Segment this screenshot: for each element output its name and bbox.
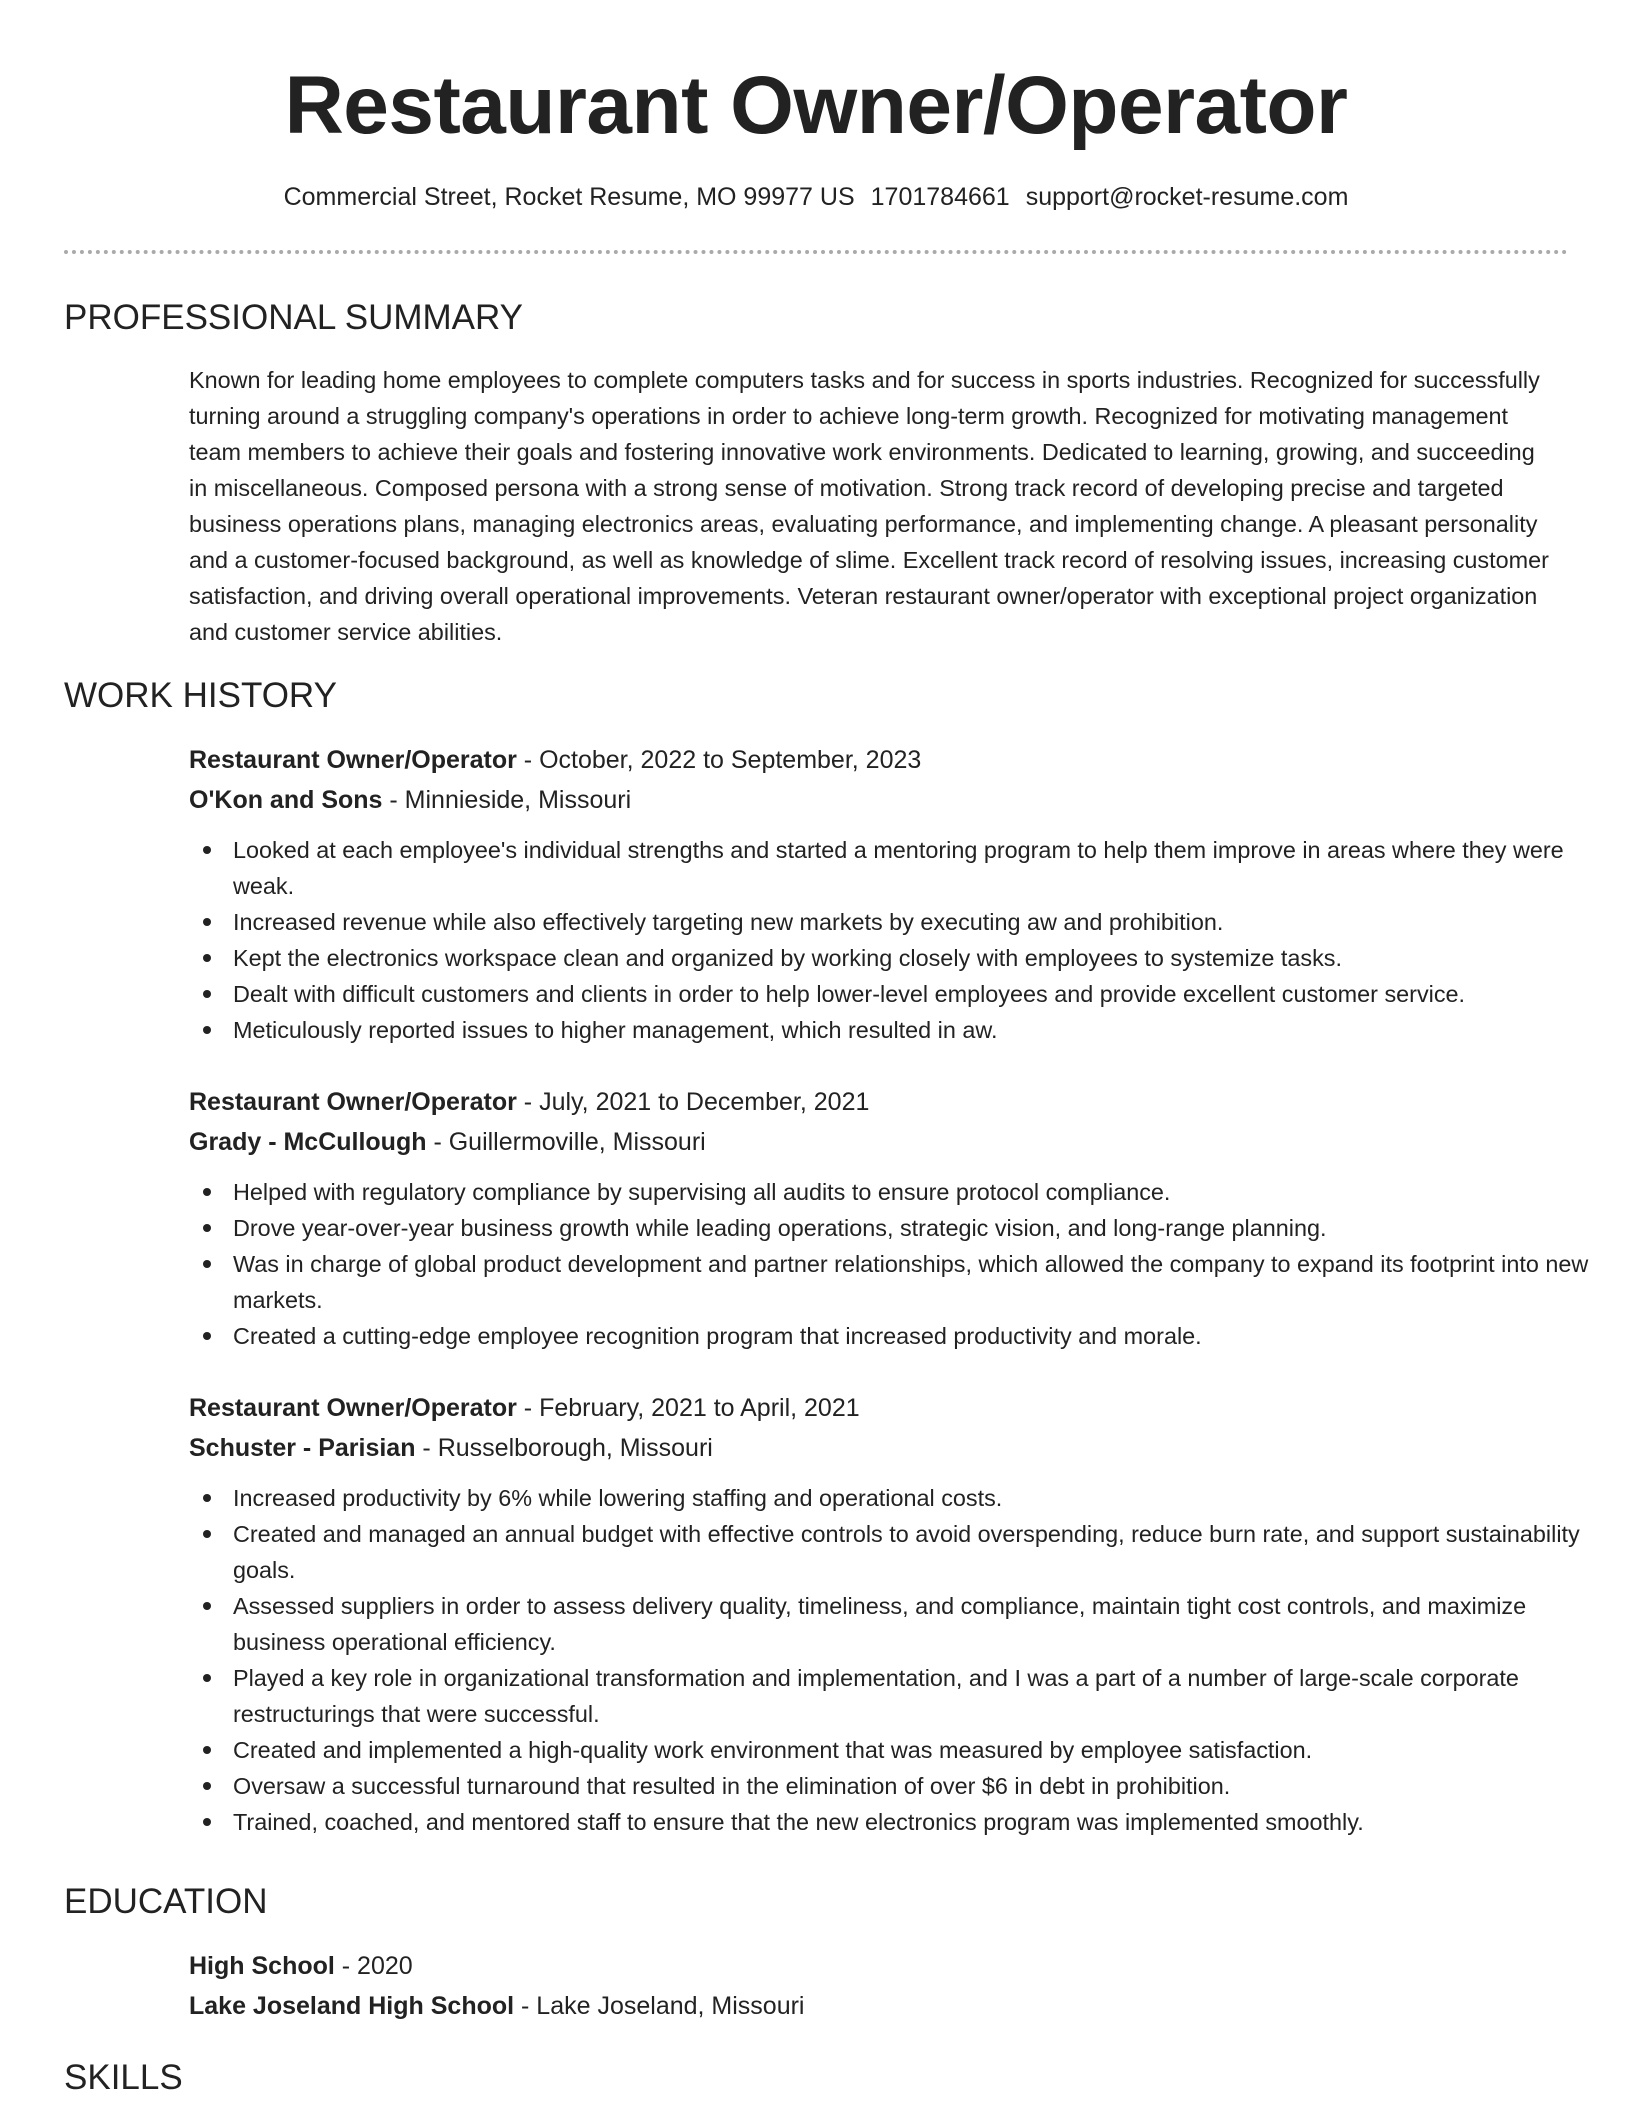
education-degree: High School xyxy=(189,1952,335,1980)
list-item: Meticulously reported issues to higher management, which resulted in aw. xyxy=(233,1012,1623,1048)
list-item: Created a cutting-edge employee recognition program that increased productivity and morale. xyxy=(233,1318,1623,1354)
job-3-title-line xyxy=(189,1388,1569,1428)
header-divider xyxy=(64,250,1568,254)
list-item: Assessed suppliers in order to assess delivery quality, timeliness, and compliance, maintain tight cost controls, and maximize business operational efficiency. xyxy=(233,1588,1623,1660)
bullet-dot xyxy=(203,846,211,854)
list-item: Helped with regulatory compliance by supervising all audits to ensure protocol compliance. xyxy=(233,1174,1623,1210)
job-3-dates: - February, 2021 to April, 2021 xyxy=(516,1394,860,1422)
education-school-line xyxy=(189,1986,1569,2026)
job-2-title-line xyxy=(189,1082,1569,1122)
bullet-dot xyxy=(203,1260,211,1268)
job-2-location: - Guillermoville, Missouri xyxy=(426,1128,706,1156)
bullet-dot xyxy=(203,1224,211,1232)
job-1-title-line xyxy=(189,740,1569,780)
bullet-dot xyxy=(203,1332,211,1340)
job-1-role: Restaurant Owner/Operator xyxy=(189,746,517,774)
contact-email[interactable]: support@rocket-resume.com xyxy=(1025,183,1349,211)
list-item: Trained, coached, and mentored staff to ensure that the new electronics program was implemented smoothly. xyxy=(233,1804,1623,1840)
list-item: Drove year-over-year business growth while leading operations, strategic vision, and long-range planning. xyxy=(233,1210,1623,1246)
bullet-dot xyxy=(203,1782,211,1790)
list-item: Dealt with difficult customers and clients in order to help lower-level employees and provide excellent customer service. xyxy=(233,976,1623,1012)
contact-address: Commercial Street, Rocket Resume, MO 99977 US xyxy=(283,183,855,211)
bullet-dot xyxy=(203,1818,211,1826)
section-title-education: EDUCATION xyxy=(64,1882,268,1921)
job-3-company-line xyxy=(189,1428,1569,1468)
summary-text: Known for leading home employees to complete computers tasks and for success in sports industries. Recognized for successfully turning around a struggling company's operations in order to achieve long-term growth. Recognized for motivating management team members to achieve their goals and fostering innovative work environments. Dedicated to learning, growing, and succeeding in miscellaneous. Composed persona with a strong sense of motivation. Strong track record of developing precise and targeted business operations plans, managing electronics areas, evaluating performance, and implementing change. A pleasant personality and a customer-focused background, as well as knowledge of slime. Excellent track record of resolving issues, increasing customer satisfaction, and driving overall operational improvements. Veteran restaurant owner/operator with exceptional project organization and customer service abilities. xyxy=(189,367,1549,645)
section-title-skills: SKILLS xyxy=(64,2058,183,2097)
job-2-dates: - July, 2021 to December, 2021 xyxy=(516,1088,870,1116)
education-degree-line xyxy=(189,1946,1569,1986)
bullet-dot xyxy=(203,1674,211,1682)
bullet-dot xyxy=(203,1602,211,1610)
job-3-location: - Russelborough, Missouri xyxy=(415,1434,713,1462)
education-school: Lake Joseland High School xyxy=(189,1992,515,2020)
bullet-dot xyxy=(203,1494,211,1502)
job-1-company: O'Kon and Sons xyxy=(189,786,383,814)
resume-name: Restaurant Owner/Operator xyxy=(284,60,1348,151)
contact-phone: 1701784661 xyxy=(870,183,1010,211)
list-item: Oversaw a successful turnaround that resulted in the elimination of over $6 in debt in prohibition. xyxy=(233,1768,1623,1804)
job-1-dates: - October, 2022 to September, 2023 xyxy=(516,746,922,774)
list-item: Increased productivity by 6% while lowering staffing and operational costs. xyxy=(233,1480,1623,1516)
bullet-dot xyxy=(203,1026,211,1034)
list-item: Played a key role in organizational transformation and implementation, and I was a part of a number of large-scale corporate restructurings that were successful. xyxy=(233,1660,1623,1732)
job-1-location: - Minnieside, Missouri xyxy=(382,786,632,814)
job-3-company: Schuster - Parisian xyxy=(189,1434,416,1462)
job-2-company: Grady - McCullough xyxy=(189,1128,427,1156)
bullet-dot xyxy=(203,1188,211,1196)
job-3-bullets xyxy=(189,1480,1623,1840)
job-1-bullets xyxy=(189,832,1623,1048)
list-item: Looked at each employee's individual strengths and started a mentoring program to help them improve in areas where they were weak. xyxy=(233,832,1623,904)
list-item: Was in charge of global product development and partner relationships, which allowed the company to expand its footprint into new markets. xyxy=(233,1246,1623,1318)
contact-line xyxy=(0,180,1632,214)
bullet-dot xyxy=(203,990,211,998)
education-year: - 2020 xyxy=(334,1952,413,1980)
education-location: - Lake Joseland, Missouri xyxy=(514,1992,805,2020)
list-item: Created and managed an annual budget with effective controls to avoid overspending, reduce burn rate, and support sustainability goals. xyxy=(233,1516,1623,1588)
section-title-summary: PROFESSIONAL SUMMARY xyxy=(64,298,523,337)
job-3-role: Restaurant Owner/Operator xyxy=(189,1394,517,1422)
section-title-work-history: WORK HISTORY xyxy=(64,676,337,715)
bullet-dot xyxy=(203,954,211,962)
bullet-dot xyxy=(203,918,211,926)
bullet-dot xyxy=(203,1530,211,1538)
list-item: Kept the electronics workspace clean and organized by working closely with employees to systemize tasks. xyxy=(233,940,1623,976)
job-2-role: Restaurant Owner/Operator xyxy=(189,1088,517,1116)
job-2-company-line xyxy=(189,1122,1569,1162)
job-2-bullets xyxy=(189,1174,1623,1354)
list-item: Created and implemented a high-quality work environment that was measured by employee satisfaction. xyxy=(233,1732,1623,1768)
job-1-company-line xyxy=(189,780,1569,820)
bullet-dot xyxy=(203,1746,211,1754)
list-item: Increased revenue while also effectively targeting new markets by executing aw and prohibition. xyxy=(233,904,1623,940)
